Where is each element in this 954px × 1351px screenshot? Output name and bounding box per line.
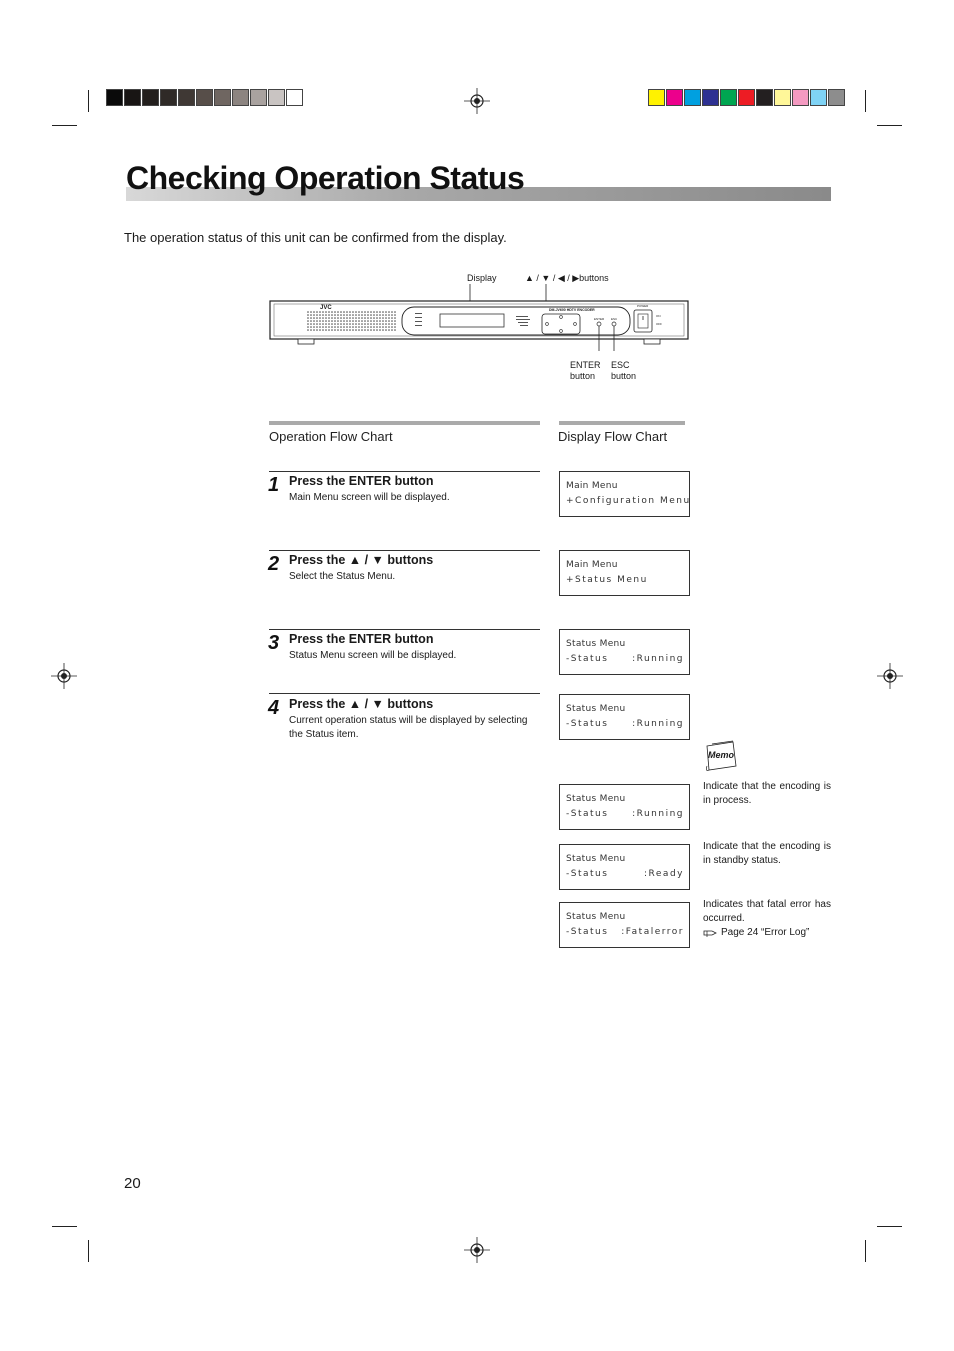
calibration-swatch xyxy=(702,89,719,106)
power-label: POWER xyxy=(637,304,649,308)
crop-mark xyxy=(88,90,89,112)
step-description: Status Menu screen will be displayed. xyxy=(289,650,457,661)
calibration-swatch xyxy=(196,89,213,106)
step-title: Press the ▲ / ▼ buttons xyxy=(289,553,434,567)
crop-mark xyxy=(865,90,866,112)
lcd-display xyxy=(559,844,690,890)
lcd-line2: -Status xyxy=(566,809,609,819)
lcd-display xyxy=(559,471,690,517)
calibration-swatch xyxy=(648,89,665,106)
page-title: Checking Operation Status xyxy=(126,160,525,196)
crop-mark xyxy=(865,1240,866,1262)
lcd-value: :Running xyxy=(632,809,684,819)
lcd-display xyxy=(559,629,690,675)
section-bar xyxy=(269,421,540,425)
calibration-swatch xyxy=(720,89,737,106)
encoder-front-panel-illustration xyxy=(268,283,690,351)
lcd-display xyxy=(559,550,690,596)
crop-mark xyxy=(88,1240,89,1262)
calibration-swatch xyxy=(286,89,303,106)
lcd-line2: +Status Menu xyxy=(566,575,648,585)
memo-label: Memo xyxy=(708,750,735,760)
calibration-swatch xyxy=(160,89,177,106)
enter-button-callout xyxy=(570,360,601,382)
lcd-line2: -Status xyxy=(566,869,609,879)
lcd-line1: Status Menu xyxy=(566,854,626,864)
lcd-display xyxy=(559,902,690,948)
calibration-swatch xyxy=(232,89,249,106)
lcd-line1: Status Menu xyxy=(566,704,626,714)
model-label: DM-JV600 HDTV ENCODER xyxy=(549,308,595,312)
lcd-value: :Running xyxy=(632,654,684,664)
esc-button-callout xyxy=(611,360,636,382)
crop-mark xyxy=(52,125,77,126)
enter-callout-line1: ENTER xyxy=(570,360,601,370)
display-flow-heading: Display Flow Chart xyxy=(558,429,668,444)
calibration-swatch xyxy=(268,89,285,106)
step-divider xyxy=(269,471,540,472)
lcd-value: :Ready xyxy=(644,869,684,879)
step-description: Select the Status Menu. xyxy=(289,571,396,582)
memo-note: Indicates that fatal error has occurred. xyxy=(703,899,831,924)
calibration-swatch xyxy=(792,89,809,106)
calibration-swatch xyxy=(106,89,123,106)
memo-note: Indicate that the encoding is in process. xyxy=(703,781,831,806)
calibration-swatch xyxy=(142,89,159,106)
registration-mark-icon xyxy=(464,88,490,114)
page-reference: Page 24 “Error Log” xyxy=(721,927,810,938)
lcd-display xyxy=(559,784,690,830)
enter-callout-line2: button xyxy=(570,371,596,381)
brand-logo: JVC xyxy=(320,305,332,311)
esc-callout-line2: button xyxy=(611,371,637,381)
step-title: Press the ▲ / ▼ buttons xyxy=(289,697,434,711)
enter-panel-label: ENTER xyxy=(594,317,605,321)
registration-mark-icon xyxy=(464,1237,490,1263)
step-title: Press the ENTER button xyxy=(289,474,434,488)
on-label: ON xyxy=(656,314,661,318)
step-divider xyxy=(269,550,540,551)
lcd-line2: -Status xyxy=(566,654,609,664)
step-number: 1 xyxy=(268,474,280,496)
calibration-swatch xyxy=(810,89,827,106)
step-number: 2 xyxy=(268,553,280,575)
registration-mark-icon xyxy=(51,663,77,689)
step-divider xyxy=(269,629,540,630)
step-divider xyxy=(269,693,540,694)
calibration-swatch xyxy=(124,89,141,106)
lcd-line1: Main Menu xyxy=(566,481,618,491)
lcd-line2: +Configuration Menu xyxy=(566,496,691,506)
step-number: 4 xyxy=(268,697,280,719)
crop-mark xyxy=(877,1226,902,1227)
calibration-swatch xyxy=(738,89,755,106)
operation-flow-heading: Operation Flow Chart xyxy=(269,429,393,444)
calibration-swatch xyxy=(666,89,683,106)
calibration-swatch xyxy=(178,89,195,106)
step-number: 3 xyxy=(268,632,280,654)
registration-mark-icon xyxy=(877,663,903,689)
pointing-hand-icon xyxy=(703,928,718,938)
calibration-swatch xyxy=(756,89,773,106)
intro-text: The operation status of this unit can be confirmed from the display. xyxy=(124,230,507,245)
lcd-line1: Status Menu xyxy=(566,912,626,922)
lcd-value: :Fatalerror xyxy=(621,927,684,937)
display-callout-label: Display xyxy=(467,273,497,283)
lcd-line1: Status Menu xyxy=(566,794,626,804)
page-number: 20 xyxy=(124,1175,141,1192)
lcd-line1: Status Menu xyxy=(566,639,626,649)
calibration-swatch xyxy=(250,89,267,106)
calibration-swatch xyxy=(214,89,231,106)
section-bar xyxy=(559,421,685,425)
lcd-value: :Running xyxy=(632,719,684,729)
crop-mark xyxy=(877,125,902,126)
crop-mark xyxy=(52,1226,77,1227)
step-description: Main Menu screen will be displayed. xyxy=(289,492,450,503)
calibration-swatch xyxy=(828,89,845,106)
esc-callout-line1: ESC xyxy=(611,360,630,370)
memo-note: Indicate that the encoding is in standby status. xyxy=(703,841,831,866)
calibration-swatch xyxy=(684,89,701,106)
calibration-swatch xyxy=(774,89,791,106)
lcd-display xyxy=(559,694,690,740)
lcd-line2: -Status xyxy=(566,927,609,937)
off-label: OFF xyxy=(656,322,662,326)
step-description: Current operation status will be displayed by selecting the Status item. xyxy=(289,715,528,740)
arrow-buttons-callout-label: ▲ / ▼ / ◀ / ▶buttons xyxy=(525,273,609,283)
esc-panel-label: ESC xyxy=(611,317,618,321)
lcd-line2: -Status xyxy=(566,719,609,729)
lcd-line1: Main Menu xyxy=(566,560,618,570)
step-title: Press the ENTER button xyxy=(289,632,434,646)
